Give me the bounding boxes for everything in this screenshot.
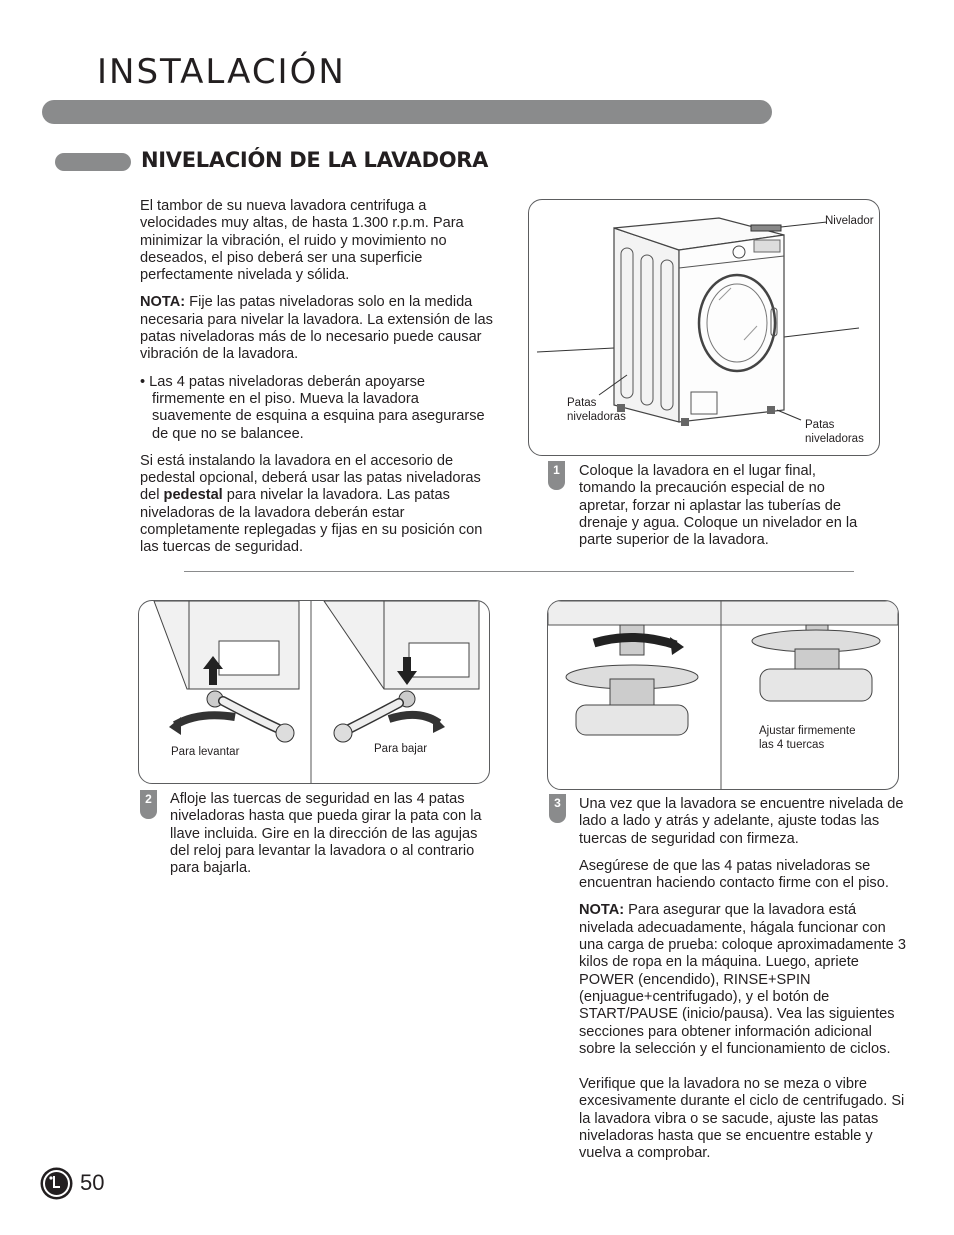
label-para-bajar: Para bajar — [374, 743, 428, 755]
step-2-text: Afloje las tuercas de seguridad en las 4 patas niveladoras hasta que pueda girar la pata con la llave incluida. Gire en la dirección de las agujas del reloj para levantar la lavadora o al contrario para bajarla. — [170, 791, 482, 877]
header-bar — [42, 100, 772, 124]
label-ajustar-line2: las 4 tuercas — [759, 739, 825, 751]
step-2-number: 2 — [140, 790, 157, 819]
pedestal-paragraph — [140, 453, 500, 557]
pedestal-bold: pedestal — [163, 487, 223, 504]
step-3-paragraph-1: Una vez que la lavadora se encuentre nivelada de lado a lado y atrás y adelante, ajuste todas las tuercas de seguridad con firmeza. — [579, 796, 904, 847]
nuts-illustration — [548, 601, 898, 789]
lg-logo-icon — [40, 1167, 73, 1200]
step-3-paragraph-4: Verifique que la lavadora no se meza o vibre excesivamente durante el ciclo de centrifugado. Si la lavadora vibra o se sacude, ajuste las patas niveladoras hasta que se encuentre estable y vuelva a comprobar. — [579, 1076, 905, 1162]
pedestal-text-b: para nivelar la lavadora. Las patas niveladoras de la lavadora deberán estar completamente replegadas y fijas en su posición con las tuercas de seguridad. — [140, 487, 483, 556]
label-patas-right-line2: niveladoras — [805, 433, 864, 445]
label-ajustar — [759, 724, 856, 752]
label-patas-left-line1: Patas — [567, 397, 597, 409]
note-text: Fije las patas niveladoras solo en la medida necesaria para nivelar la lavadora. La extensión de las patas niveladoras más de lo necesario puede causar vibración de la lavadora. — [140, 294, 493, 363]
nuts-figure — [547, 600, 899, 790]
note-label: NOTA: — [140, 294, 186, 311]
note-paragraph — [140, 294, 500, 363]
pedestal-text-a: Si está instalando la lavadora en el accesorio de pedestal opcional, deberá usar las patas niveladoras del — [140, 452, 481, 504]
label-patas-right — [805, 418, 864, 446]
step-3-text — [579, 796, 907, 1173]
step-3-note-text: Para asegurar que la lavadora está nivelada adecuadamente, hágala funcionar con una carga de prueba: coloque aproximadamente 3 kilos de ropa en la máquina. Luego, apriete POWER (encendido), RINSE+SPIN (enjuague+centrifugado), y el botón de START/PAUSE (inicio/pausa). Vea las siguientes secciones para obtener información adicional sobre la selección y el funcionamiento de ciclos. — [579, 902, 906, 1057]
wrench-figure — [138, 600, 490, 784]
step-1-number: 1 — [548, 461, 565, 490]
divider — [184, 571, 854, 572]
section-pill — [55, 153, 131, 171]
lg-logo — [40, 1167, 73, 1200]
label-para-levantar: Para levantar — [171, 746, 240, 758]
label-patas-right-line1: Patas — [805, 419, 835, 431]
label-ajustar-line1: Ajustar firmemente — [759, 725, 856, 737]
page-title: INSTALACIÓN — [97, 52, 346, 92]
step-3-paragraph-2: Asegúrese de que las 4 patas niveladoras se encuentran haciendo contacto firme con el piso. — [579, 857, 889, 892]
label-patas-left-line2: niveladoras — [567, 411, 626, 423]
section-title: NIVELACIÓN DE LA LAVADORA — [141, 148, 489, 172]
step-1-text: Coloque la lavadora en el lugar final, tomando la precaución especial de no apretar, forzar ni aplastar las tuberías de drenaje y agua. Coloque un nivelador en la parte superior de la lavadora. — [579, 463, 858, 549]
intro-paragraph: El tambor de su nueva lavadora centrifuga a velocidades muy altas, de hasta 1.300 r.p.m. Para minimizar la vibración, el ruido y movimiento no deseados, el piso deberá ser una superficie perfectamente nivelada y sólida. — [140, 198, 464, 284]
step-3-note-label: NOTA: — [579, 902, 625, 919]
washer-figure — [528, 199, 880, 456]
bullet-item: • Las 4 patas niveladoras deberán apoyarse firmemente en el piso. Mueva la lavadora suavemente de esquina a esquina para asegurarse de que no se balancee. — [140, 373, 485, 442]
intro-text — [140, 198, 500, 567]
page-number: 50 — [80, 1170, 105, 1195]
label-nivelador: Nivelador — [825, 215, 874, 227]
label-patas-left — [567, 396, 626, 424]
step-3-number: 3 — [549, 794, 566, 823]
step-3-note — [579, 902, 907, 1058]
